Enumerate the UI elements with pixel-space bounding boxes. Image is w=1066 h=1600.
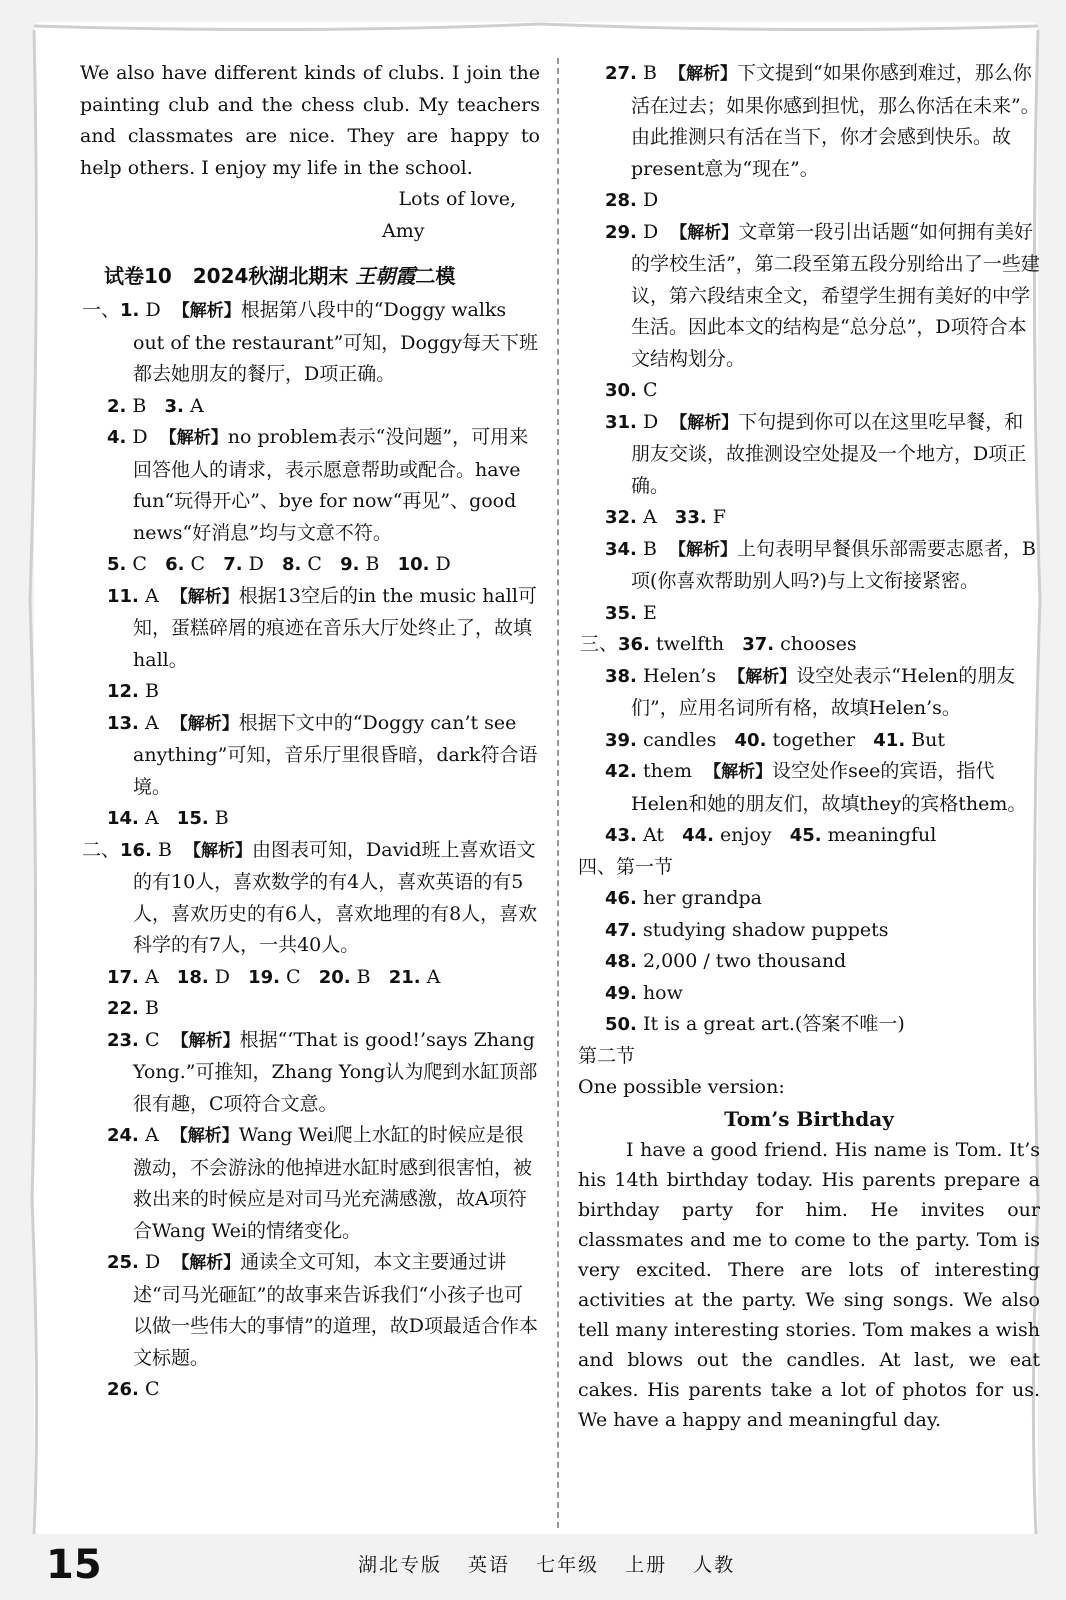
question-number: 49. <box>605 982 637 1004</box>
analysis-tag: 【解析】 <box>171 1030 240 1051</box>
answer-value: B <box>642 62 657 84</box>
answer-value: A <box>642 506 657 528</box>
question-number: 7. <box>223 554 243 575</box>
question-number: 20. <box>318 966 351 988</box>
answer-value: her grandpa <box>642 887 763 909</box>
answer-value: C <box>286 965 301 988</box>
analysis-tag: 【解析】 <box>669 64 737 84</box>
answer-value: A <box>426 965 441 988</box>
exam-title: 2024秋湖北期末 <box>192 264 349 288</box>
answer-value: studying shadow puppets <box>642 918 889 941</box>
letter-signature: Amy <box>382 219 425 242</box>
answer-item <box>80 295 540 391</box>
analysis-text: 根据13空后的in the music hall可知，蛋糕碎屑的痕迹在音乐大厅处终止了，故填hall。 <box>133 584 537 671</box>
answer-item <box>578 725 1040 757</box>
answer-value: F <box>712 506 726 528</box>
answer-item <box>578 915 1040 947</box>
question-number: 32. <box>605 507 637 528</box>
answer-item <box>578 185 1040 217</box>
essay-body: I have a good friend. His name is Tom. It’s his 14th birthday today. His parents prepare a birthday party for him. He invites our classmates and me to come to the party. Tom is very excited. There are lots of interesting activities at the party. We sing songs. We also tell many interesting stories. Tom makes a wish and blows out the candles. At last, we eat cakes. His parents take a lot of photos for us. We have a happy and meaningful day. <box>578 1138 1040 1431</box>
answer-value: C <box>307 553 322 575</box>
question-number: 9. <box>340 554 360 575</box>
answer-item <box>80 581 540 677</box>
analysis-tag: 【解析】 <box>172 1253 241 1273</box>
answer-item <box>578 820 1040 852</box>
answer-value: enjoy <box>720 824 772 846</box>
answer-item <box>578 629 1040 661</box>
question-number: 48. <box>605 951 637 972</box>
question-number: 50. <box>605 1014 637 1035</box>
section-label: 三、 <box>580 633 619 655</box>
question-number: 10. <box>397 554 430 575</box>
answer-item <box>80 676 540 708</box>
answer-value: D <box>642 220 659 243</box>
answer-value: meaningful <box>827 824 937 846</box>
answer-value: At <box>642 824 664 846</box>
answer-value: It is a great art.(答案不唯一) <box>642 1013 905 1035</box>
answer-value: D <box>435 553 451 575</box>
question-number: 23. <box>107 1029 139 1051</box>
answer-value: D <box>145 299 161 321</box>
answer-value: A <box>144 1124 159 1146</box>
right-column <box>578 58 1040 1435</box>
analysis-tag: 【解析】 <box>159 428 228 448</box>
answer-value: C <box>132 553 147 575</box>
answer-value: B <box>642 537 657 560</box>
question-number: 46. <box>605 888 637 909</box>
analysis-tag: 【解析】 <box>728 666 797 687</box>
left-answer-list <box>80 295 540 1406</box>
answer-item <box>578 883 1040 915</box>
question-number: 19. <box>248 966 280 988</box>
exam-brand: 王朝霞 <box>355 264 416 288</box>
answer-value: twelfth <box>655 633 725 655</box>
answer-value: A <box>189 394 204 417</box>
answer-item <box>578 1009 1040 1041</box>
analysis-text: no problem表示“没问题”，可用来回答他人的请求，表示愿意帮助或配合。have fun“玩得开心”、bye for now“再见”、good news“好消息”均与文意不符。 <box>133 426 529 544</box>
question-number: 6. <box>165 554 185 575</box>
left-column <box>80 58 540 1406</box>
essay-title: Tom’s Birthday <box>724 1106 894 1131</box>
answer-value: B <box>144 680 159 702</box>
analysis-text: 文章第一段引出话题“如何拥有美好的学校生活”，第二段至第五段分别给出了一些建议，第六段结束全文，希望学生拥有美好的中学生活。因此本文的结构是“总分总”，D项符合本文结构划分。 <box>631 220 1040 370</box>
answer-value: D <box>248 553 264 575</box>
question-number: 15. <box>176 808 209 829</box>
answer-item <box>578 407 1040 503</box>
question-number: 29. <box>605 221 637 243</box>
analysis-text: 上句表明早餐俱乐部需要志愿者，B项(你喜欢帮助别人吗?)与上文衔接紧密。 <box>631 537 1036 592</box>
analysis-text: 下文提到“如果你感到难过，那么你活在过去；如果你感到担忧，那么你活在未来”。由此推测只有活在当下，你才会感到快乐。故present意为“现在”。 <box>631 62 1040 180</box>
analysis-tag: 【解析】 <box>669 539 737 560</box>
answer-value: A <box>144 584 159 607</box>
letter-paragraph: We also have different kinds of clubs. I join the painting club and the chess club. My teachers and classmates are nice. They are happy to help others. I enjoy my life in the school. <box>80 62 540 179</box>
analysis-tag: 【解析】 <box>170 586 239 607</box>
answer-value: B <box>356 965 371 988</box>
page-number: 15 <box>46 1542 102 1588</box>
question-number: 18. <box>176 966 209 988</box>
analysis-text: Wang Wei爬上水缸的时候应是很激动，不会游泳的他掉进水缸时感到很害怕，被救出来的时候应是对司马光充满感激，故A项符合Wang Wei的情绪变化。 <box>133 1124 533 1242</box>
question-number: 39. <box>605 729 637 751</box>
answer-item <box>578 534 1040 598</box>
answer-value: B <box>157 838 172 861</box>
question-number: 17. <box>107 966 139 988</box>
answer-value: C <box>642 379 658 401</box>
answer-item <box>80 1120 540 1247</box>
answer-value: them <box>642 760 693 782</box>
question-number: 30. <box>605 380 637 401</box>
question-number: 13. <box>107 712 139 734</box>
question-number: 28. <box>605 190 637 211</box>
answer-item <box>578 58 1040 185</box>
analysis-tag: 【解析】 <box>670 412 739 433</box>
answer-item <box>80 962 540 994</box>
question-number: 26. <box>107 1379 139 1400</box>
book-series: 湖北专版 英语 七年级 上册 人教 <box>358 1554 736 1576</box>
question-number: 33. <box>674 507 707 528</box>
analysis-text: 设空处作see的宾语，指代Helen和她的朋友们，故填they的宾格them。 <box>631 760 1027 815</box>
answer-item <box>578 661 1040 725</box>
section2-intro: One possible version: <box>578 1076 785 1098</box>
analysis-text: 通读全文可知，本文主要通过讲述“司马光砸缸”的故事来告诉我们“小孩子也可以做一些伟大的事情”的道理，故D项最适合作本文标题。 <box>133 1251 538 1369</box>
answer-item <box>80 422 540 549</box>
answer-value: C <box>190 553 206 575</box>
answer-value: B <box>144 997 159 1019</box>
answer-item <box>80 1025 540 1121</box>
question-number: 8. <box>281 554 302 575</box>
answer-item <box>80 549 540 581</box>
answer-value: chooses <box>780 633 857 655</box>
question-number: 1. <box>120 300 140 321</box>
answer-item <box>578 502 1040 534</box>
question-number: 24. <box>107 1125 139 1146</box>
answer-item <box>578 946 1040 978</box>
exam-label: 试卷10 <box>104 264 172 288</box>
analysis-text: 设空处表示“Helen的朋友们”，应用名词所有格，故填Helen’s。 <box>631 664 1016 719</box>
answer-item <box>80 993 540 1025</box>
answer-item <box>80 835 540 962</box>
answer-value: D <box>132 426 148 448</box>
question-number: 34. <box>605 538 637 560</box>
answer-item <box>578 756 1040 820</box>
question-number: 31. <box>605 411 637 433</box>
answer-value: C <box>144 1028 160 1051</box>
answer-item <box>578 375 1040 407</box>
answer-item <box>80 803 540 835</box>
question-number: 47. <box>605 919 637 941</box>
question-number: 22. <box>107 998 139 1019</box>
analysis-text: 根据第八段中的“Doggy walks out of the restaurant”可知，Doggy每天下班都去她朋友的餐厅，D项正确。 <box>133 299 539 385</box>
answer-value: A <box>144 807 159 829</box>
answer-item <box>578 598 1040 630</box>
answer-item <box>578 978 1040 1010</box>
answer-value: how <box>642 981 683 1004</box>
answer-item <box>578 217 1040 376</box>
analysis-tag: 【解析】 <box>704 762 773 782</box>
answer-value: candles <box>642 728 717 751</box>
answer-value: B <box>214 807 229 829</box>
section-label: 一、 <box>82 299 121 321</box>
question-number: 27. <box>605 63 637 84</box>
question-number: 14. <box>107 808 139 829</box>
letter-closing: Lots of love, <box>398 188 516 210</box>
question-number: 11. <box>107 585 139 607</box>
answer-item <box>80 1247 540 1374</box>
exam-heading <box>104 261 540 291</box>
answer-value: Helen’s <box>642 664 717 687</box>
question-number: 4. <box>107 427 127 448</box>
exam-suffix: 二模 <box>415 264 456 288</box>
answer-value: B <box>132 394 147 417</box>
question-number: 45. <box>789 825 822 846</box>
answer-value: D <box>642 410 659 433</box>
analysis-tag: 【解析】 <box>170 1126 239 1146</box>
question-number: 3. <box>164 395 184 417</box>
answer-value: D <box>642 189 659 211</box>
answer-value: together <box>772 728 856 751</box>
right-answer-list <box>578 58 1040 1041</box>
analysis-tag: 【解析】 <box>670 222 739 243</box>
question-number: 42. <box>605 761 637 782</box>
analysis-text: 下句提到你可以在这里吃早餐，和朋友交谈，故推测设空处提及一个地方，D项正确。 <box>631 410 1027 497</box>
analysis-tag: 【解析】 <box>170 713 239 734</box>
answer-value: D <box>144 1251 161 1273</box>
answer-value: A <box>144 711 159 734</box>
answer-value: B <box>365 553 380 575</box>
analysis-text: 由图表可知，David班上喜欢语文的有10人，喜欢数学的有4人，喜欢英语的有5人，喜欢历史的有6人，喜欢地理的有8人，喜欢科学的有7人，一共40人。 <box>133 838 538 956</box>
answer-item <box>578 852 1040 884</box>
question-number: 2. <box>107 395 127 417</box>
question-number: 38. <box>605 665 637 687</box>
analysis-tag: 【解析】 <box>172 301 241 321</box>
analysis-tag: 【解析】 <box>184 840 253 861</box>
question-number: 12. <box>107 681 139 702</box>
question-number: 21. <box>388 966 421 988</box>
answer-item <box>80 708 540 804</box>
question-number: 5. <box>107 554 127 575</box>
question-number: 16. <box>120 839 152 861</box>
column-divider <box>557 58 559 1528</box>
section2-label: 第二节 <box>578 1044 636 1067</box>
question-number: 44. <box>682 825 714 846</box>
answer-item <box>80 1374 540 1406</box>
analysis-text: 根据下文中的“Doggy can’t see anything”可知，音乐厅里很昏暗，dark符合语境。 <box>133 711 538 798</box>
answer-value: But <box>911 728 946 751</box>
section-label: 二、 <box>82 838 121 861</box>
question-number: 25. <box>107 1252 139 1273</box>
question-number: 43. <box>605 825 637 846</box>
question-number: 40. <box>734 729 767 751</box>
section-label: 四、第一节 <box>578 855 674 878</box>
question-number: 36. <box>618 634 650 655</box>
question-number: 35. <box>605 602 637 624</box>
page-footer <box>0 1540 1066 1590</box>
answer-value: D <box>214 965 230 988</box>
answer-value: E <box>642 601 657 624</box>
question-number: 37. <box>742 634 775 655</box>
answer-value: C <box>144 1378 160 1400</box>
answer-item <box>80 391 540 423</box>
analysis-text: 根据“‘That is good!’says Zhang Yong.”可推知，Zhang Yong认为爬到水缸顶部很有趣，C项符合文意。 <box>133 1028 538 1115</box>
answer-value: 2,000 / two thousand <box>642 950 847 972</box>
question-number: 41. <box>873 729 906 751</box>
answer-value: A <box>144 965 159 988</box>
